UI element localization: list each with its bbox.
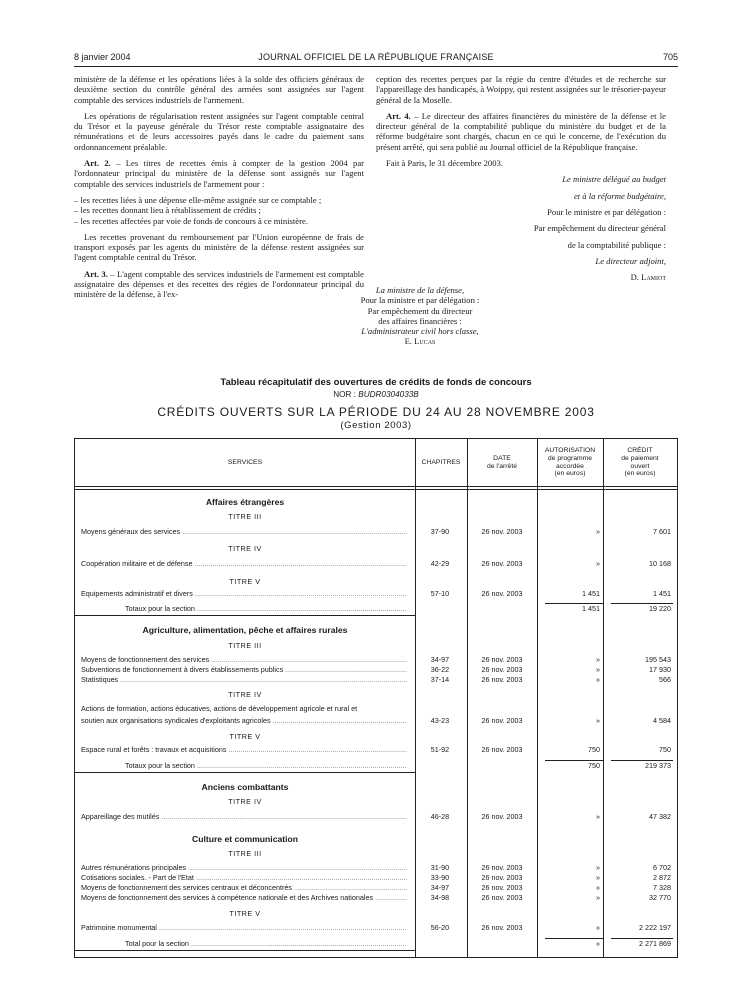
article-label: Art. 3. <box>84 268 108 279</box>
titre-heading <box>75 797 679 807</box>
header-line: ouvert <box>630 462 650 470</box>
credit-cell: 2 271 869 <box>639 939 671 948</box>
article-2 <box>74 158 364 189</box>
authorization-cell: » <box>596 939 600 948</box>
signature-line: de la comptabilité publique : <box>567 239 666 250</box>
table-row-text <box>75 704 679 714</box>
row-label: Statistiques ..... <box>81 675 407 685</box>
signature-line: La ministre de la défense, <box>375 285 465 295</box>
row-label: Total pour la section ..... <box>125 939 407 949</box>
header-rule <box>75 489 677 490</box>
section-heading <box>75 497 679 507</box>
paragraph: Les recettes provenant du remboursement par l'Union européenne de frais de transport exposés par les agents du ministère de la défense restent assignées sur l'agent comptable central du Trésor. <box>74 231 364 263</box>
date-cell: 26 nov. 2003 <box>481 863 523 872</box>
signature-block-defense <box>300 285 540 347</box>
header-line: (en euros) <box>554 470 586 478</box>
authorization-cell: » <box>596 873 600 882</box>
authorization-cell: » <box>596 655 600 664</box>
chapter-cell: 56-20 <box>430 923 450 932</box>
sum-rule <box>545 938 603 939</box>
sum-rule <box>545 760 603 761</box>
date-cell: 26 nov. 2003 <box>481 527 523 536</box>
table-row <box>75 527 679 537</box>
credit-cell: 19 220 <box>649 604 671 613</box>
col-header-credit <box>603 439 677 486</box>
table-row <box>75 812 679 822</box>
col-header-date <box>467 439 537 486</box>
list-item: – les recettes liées à une dépense elle-même assignée sur ce comptable ; <box>74 194 322 205</box>
row-label: Appareillage des mutilés ..... <box>81 812 407 822</box>
signatory-name: E. Lucas <box>404 336 436 347</box>
signature-line: Pour le ministre et par délégation : <box>547 206 666 217</box>
credit-cell: 4 584 <box>653 716 671 725</box>
authorization-cell: » <box>596 716 600 725</box>
credit-cell: 566 <box>659 675 671 684</box>
section-rule <box>75 615 415 616</box>
authorization-cell: » <box>596 559 600 568</box>
chapter-cell: 51-92 <box>430 745 450 754</box>
signature-line: Par empêchement du directeur <box>367 305 473 316</box>
row-label: Agriculture, alimentation, pêche et affaires rurales <box>142 625 348 635</box>
titre-heading <box>75 909 679 919</box>
article-text: – L'agent comptable des services industriels de l'armement est comptable assignataire des dépenses et des recettes des régies de l'ordonnateur principal du ministère de la défense, à l'ex- <box>74 268 364 300</box>
signature-line: Le directeur adjoint, <box>595 255 666 266</box>
section-heading <box>75 834 679 844</box>
date-cell: 26 nov. 2003 <box>481 923 523 932</box>
row-label: TITRE IV <box>228 544 262 553</box>
table-row <box>75 665 679 675</box>
header-line: de paiement <box>621 454 659 462</box>
authorization-cell: » <box>596 527 600 536</box>
credit-cell: 2 222 197 <box>639 923 671 932</box>
sum-rule <box>611 938 673 939</box>
authorization-cell: » <box>596 665 600 674</box>
table-row <box>75 863 679 873</box>
titre-heading <box>75 849 679 859</box>
table-row <box>75 923 679 933</box>
credit-cell: 1 451 <box>653 589 671 598</box>
row-label: Subventions de fonctionnement à divers établissements publics ..... <box>81 665 407 675</box>
total-row <box>75 604 679 614</box>
table-row <box>75 655 679 665</box>
table-row <box>75 589 679 599</box>
credits-table <box>74 438 678 958</box>
authorization-cell: 750 <box>588 745 600 754</box>
row-label: TITRE III <box>228 512 262 521</box>
chapter-cell: 37-90 <box>430 527 450 536</box>
paragraph: ministère de la défense et les opérations liées à la solde des officiers généraux de deuxième section du contrôle général des armées sont assignées sur l'agent comptable des services industriels de l'armement. <box>74 74 364 105</box>
row-label: TITRE V <box>229 909 261 918</box>
chapter-cell: 34-97 <box>430 655 450 664</box>
table-subtitle: CRÉDITS OUVERTS SUR LA PÉRIODE DU 24 AU 28 NOVEMBRE 2003 <box>157 405 595 419</box>
nor-label: NOR : <box>333 390 359 399</box>
header-line: de programme <box>547 454 593 462</box>
authorization-cell: » <box>596 893 600 902</box>
chapter-cell: 46-28 <box>430 812 450 821</box>
total-row <box>75 761 679 771</box>
authorization-cell: 1 451 <box>582 604 600 613</box>
credit-cell: 47 382 <box>649 812 671 821</box>
table-title: Tableau récapitulatif des ouvertures de crédits de fonds de concours <box>220 377 532 388</box>
authorization-cell: 1 451 <box>582 589 600 598</box>
date-cell: 26 nov. 2003 <box>481 665 523 674</box>
article-label: Art. 4. <box>386 110 411 121</box>
section-heading <box>75 782 679 792</box>
section-rule <box>75 772 415 773</box>
credit-cell: 750 <box>659 745 671 754</box>
row-label: Espace rural et forêts : travaux et acquisitions ..... <box>81 745 407 755</box>
running-header <box>74 50 678 67</box>
row-label: Totaux pour la section ..... <box>125 604 407 614</box>
authorization-cell: 750 <box>588 761 600 770</box>
table-row <box>75 893 679 903</box>
row-label: Equipements administratif et divers ..... <box>81 589 407 599</box>
table-row <box>75 745 679 755</box>
credit-cell: 219 373 <box>645 761 671 770</box>
list-item: – les recettes affectées par voie de fonds de concours à ce ministère. <box>74 215 308 226</box>
row-label: Affaires étrangères <box>205 497 285 507</box>
titre-heading <box>75 690 679 700</box>
titre-heading <box>75 732 679 742</box>
authorization-cell: » <box>596 863 600 872</box>
authorization-cell: » <box>596 675 600 684</box>
row-label: Totaux pour la section ..... <box>125 761 407 771</box>
date-cell: 26 nov. 2003 <box>481 559 523 568</box>
row-label: Coopération militaire et de défense ..... <box>81 559 407 569</box>
sum-rule <box>545 603 603 604</box>
paragraph: Les opérations de régularisation restent assignées sur l'agent comptable central du Trésor et la payeuse générale du Trésor reste comptable assignataire des rémunérations et de leurs accessoires payés dans le cadre du paiement sans ordonnancement préalable. <box>74 110 364 152</box>
table-row <box>75 559 679 569</box>
chapter-cell: 34-97 <box>430 883 450 892</box>
date-cell: 26 nov. 2003 <box>481 873 523 882</box>
date-cell: 26 nov. 2003 <box>481 883 523 892</box>
signature-line: L'administrateur civil hors classe, <box>361 326 479 337</box>
nor-value: BUDR0304033B <box>358 390 419 399</box>
credit-cell: 195 543 <box>645 655 671 664</box>
header-line: de l'arrêté <box>486 462 517 470</box>
header-line: CRÉDIT <box>627 447 653 455</box>
authorization-cell: » <box>596 923 600 932</box>
table-row <box>75 675 679 685</box>
date-cell: 26 nov. 2003 <box>481 716 523 725</box>
authorization-cell: » <box>596 812 600 821</box>
article-label: Art. 2. <box>84 158 111 169</box>
table-row <box>75 873 679 883</box>
row-label: soutien aux organisations syndicales d'exploitants agricoles ..... <box>81 716 407 726</box>
credit-cell: 17 930 <box>649 665 671 674</box>
authorization-cell: » <box>596 883 600 892</box>
row-label: TITRE III <box>228 849 262 858</box>
row-label: Actions de formation, actions éducatives, actions de développement agricole et rural et <box>81 704 358 713</box>
row-label: Autres rémunérations principales ..... <box>81 863 407 873</box>
date-cell: 26 nov. 2003 <box>481 589 523 598</box>
article-4 <box>376 111 666 152</box>
titre-heading <box>75 641 679 651</box>
col-header-services: SERVICES <box>227 458 263 466</box>
col-header-chapitres: CHAPITRES <box>421 458 461 466</box>
titre-heading <box>75 577 679 587</box>
date-cell: 26 nov. 2003 <box>481 745 523 754</box>
section-rule <box>75 950 415 951</box>
signature-date: Fait à Paris, le 31 décembre 2003. <box>386 158 503 169</box>
credit-cell: 10 168 <box>649 559 671 568</box>
titre-heading <box>75 512 679 522</box>
chapter-cell: 34-98 <box>430 893 450 902</box>
titre-heading <box>75 544 679 554</box>
date-cell: 26 nov. 2003 <box>481 893 523 902</box>
row-label: Patrimoine monumental ..... <box>81 923 407 933</box>
row-label: Anciens combattants <box>201 782 289 792</box>
bullet-list <box>74 195 364 226</box>
table-row <box>75 716 679 726</box>
date-cell: 26 nov. 2003 <box>481 812 523 821</box>
row-label: Moyens de fonctionnement des services ..... <box>81 655 407 665</box>
page-number: 705 <box>662 52 678 62</box>
left-column <box>74 74 364 306</box>
chapter-cell: 42-29 <box>430 559 450 568</box>
signature-line: Par empêchement du directeur général <box>533 223 666 234</box>
row-label: Moyens généraux des services ..... <box>81 527 407 537</box>
chapter-cell: 36-22 <box>430 665 450 674</box>
chapter-cell: 43-23 <box>430 716 450 725</box>
credit-cell: 6 702 <box>653 863 671 872</box>
article-text: – Le directeur des affaires financières du ministère de la défense et le directeur général de la comptabilité publique du ministère du budget et de la réforme budgétaire sont chargés, chacun en ce qui le concerne, de l'exécution du présent arrêté, qui sera publié au Journal officiel de la République française. <box>376 110 666 152</box>
issue-date: 8 janvier 2004 <box>74 52 131 62</box>
row-label: Moyens de fonctionnement des services centraux et déconcentrés ..... <box>81 883 407 893</box>
list-item: – les recettes donnant lieu à rétablissement de crédits ; <box>74 205 261 216</box>
sum-rule <box>611 603 673 604</box>
signature-block-budget <box>376 174 666 282</box>
date-cell: 26 nov. 2003 <box>481 675 523 684</box>
paragraph: ception des recettes perçues par la régie du centre d'études et de recherche sur l'appareillage des handicapés, à Woippy, qui restent assignées sur le trésorier-payeur général de la Moselle. <box>376 74 666 105</box>
credit-cell: 32 770 <box>649 893 671 902</box>
credit-cell: 7 328 <box>653 883 671 892</box>
chapter-cell: 57-10 <box>430 589 450 598</box>
header-line: DATE <box>493 454 511 462</box>
row-label: TITRE V <box>229 732 261 741</box>
row-label: TITRE III <box>228 641 262 650</box>
gestion-label: (Gestion 2003) <box>340 420 412 431</box>
chapter-cell: 33-90 <box>430 873 450 882</box>
chapter-cell: 31-90 <box>430 863 450 872</box>
header-line: AUTORISATION <box>544 447 596 455</box>
row-label: Cotisations sociales. - Part de l'Etat ..... <box>81 873 407 883</box>
row-label: Moyens de fonctionnement des services à compétence nationale et des Archives nationales ..... <box>81 893 407 903</box>
right-column <box>376 74 666 288</box>
signature-line: Le ministre délégué au budget <box>562 174 666 185</box>
row-label: TITRE IV <box>228 690 262 699</box>
sum-rule <box>611 760 673 761</box>
chapter-cell: 37-14 <box>430 675 450 684</box>
header-line: accordée <box>556 462 584 470</box>
col-header-autorisation <box>537 439 603 486</box>
row-label: TITRE IV <box>228 797 262 806</box>
nor-reference <box>74 390 678 399</box>
header-rule <box>75 486 677 487</box>
table-row <box>75 883 679 893</box>
date-cell: 26 nov. 2003 <box>481 655 523 664</box>
credit-cell: 2 872 <box>653 873 671 882</box>
row-label: TITRE V <box>229 577 261 586</box>
article-text: – Les titres de recettes émis à compter de la gestion 2004 par l'ordonnateur principal du ministère de la défense sont assignés sur l'agent comptable des services industriels de l'armement pour : <box>74 158 365 189</box>
header-line: (en euros) <box>624 470 656 478</box>
signatory-name: D. Lamiot <box>630 272 666 283</box>
credit-cell: 7 601 <box>653 527 671 536</box>
section-heading <box>75 625 679 635</box>
signature-line: et à la réforme budgétaire, <box>573 190 666 201</box>
journal-title: JOURNAL OFFICIEL DE LA RÉPUBLIQUE FRANÇAISE <box>258 52 494 62</box>
signature-line: Pour la ministre et par délégation : <box>360 295 480 306</box>
signature-line: des affaires financières : <box>378 315 462 326</box>
row-label: Culture et communication <box>192 834 298 844</box>
total-row <box>75 939 679 949</box>
